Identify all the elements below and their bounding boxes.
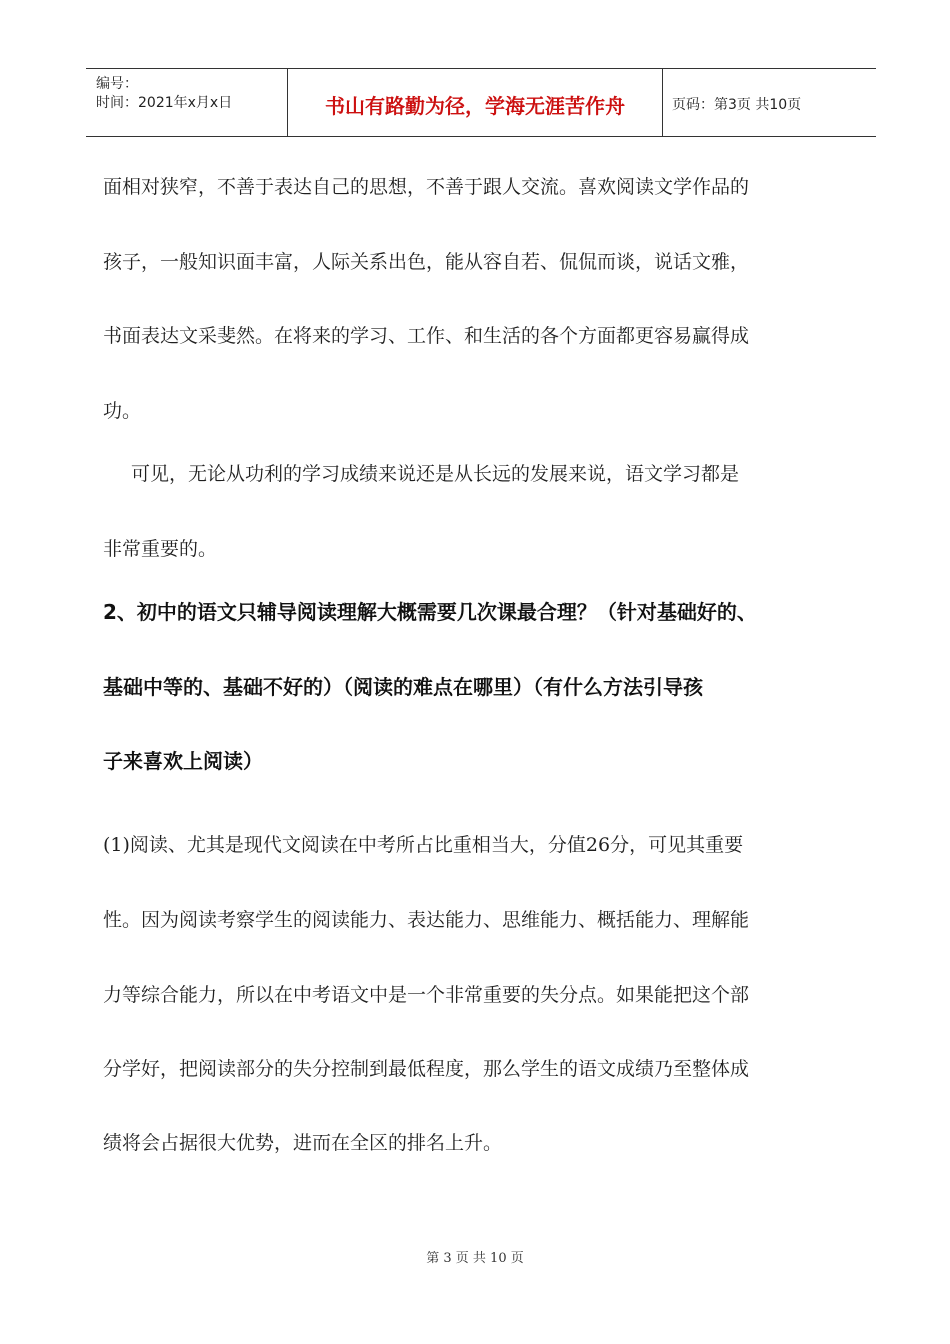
answer-line: (1)阅读、尤其是现代文阅读在中考所占比重相当大，分值26分，可见其重要 xyxy=(103,834,744,856)
document-number-label: 编号： xyxy=(96,76,138,92)
header-info-cell xyxy=(86,69,287,136)
body-line: 功。 xyxy=(103,400,142,422)
body-line: 可见，无论从功利的学习成绩来说还是从长远的发展来说，语文学习都是 xyxy=(112,463,740,485)
question-heading-line: 子来喜欢上阅读） xyxy=(103,749,263,773)
page-footer xyxy=(0,1247,950,1266)
header-motto: 书山有路勤为径，学海无涯苦作舟 xyxy=(325,94,625,118)
answer-line: 力等综合能力，所以在中考语文中是一个非常重要的失分点。如果能把这个部 xyxy=(103,984,750,1006)
header-table xyxy=(86,68,876,137)
header-page-cell xyxy=(662,69,876,136)
header-motto-cell xyxy=(287,69,663,136)
question-heading-line: 2、初中的语文只辅导阅读理解大概需要几次课最合理？（针对基础好的、 xyxy=(103,600,757,624)
question-heading-line: 基础中等的、基础不好的）（阅读的难点在哪里）（有什么方法引导孩 xyxy=(103,675,703,699)
body-line: 非常重要的。 xyxy=(103,538,218,560)
answer-line: 绩将会占据很大优势，进而在全区的排名上升。 xyxy=(103,1132,503,1154)
footer-page-number: 第 3 页 共 10 页 xyxy=(426,1251,524,1266)
body-line: 书面表达文采斐然。在将来的学习、工作、和生活的各个方面都更容易赢得成 xyxy=(103,325,750,347)
answer-line: 性。因为阅读考察学生的阅读能力、表达能力、思维能力、概括能力、理解能 xyxy=(103,909,750,931)
document-date-label: 时间：2021年x月x日 xyxy=(96,95,233,111)
body-line: 孩子，一般知识面丰富，人际关系出色，能从容自若、侃侃而谈，说话文雅， xyxy=(103,251,750,273)
answer-line: 分学好，把阅读部分的失分控制到最低程度，那么学生的语文成绩乃至整体成 xyxy=(103,1058,750,1080)
body-line: 面相对狭窄，不善于表达自己的思想，不善于跟人交流。喜欢阅读文学作品的 xyxy=(103,176,750,198)
header-page-number: 页码：第3页 共10页 xyxy=(672,97,802,113)
